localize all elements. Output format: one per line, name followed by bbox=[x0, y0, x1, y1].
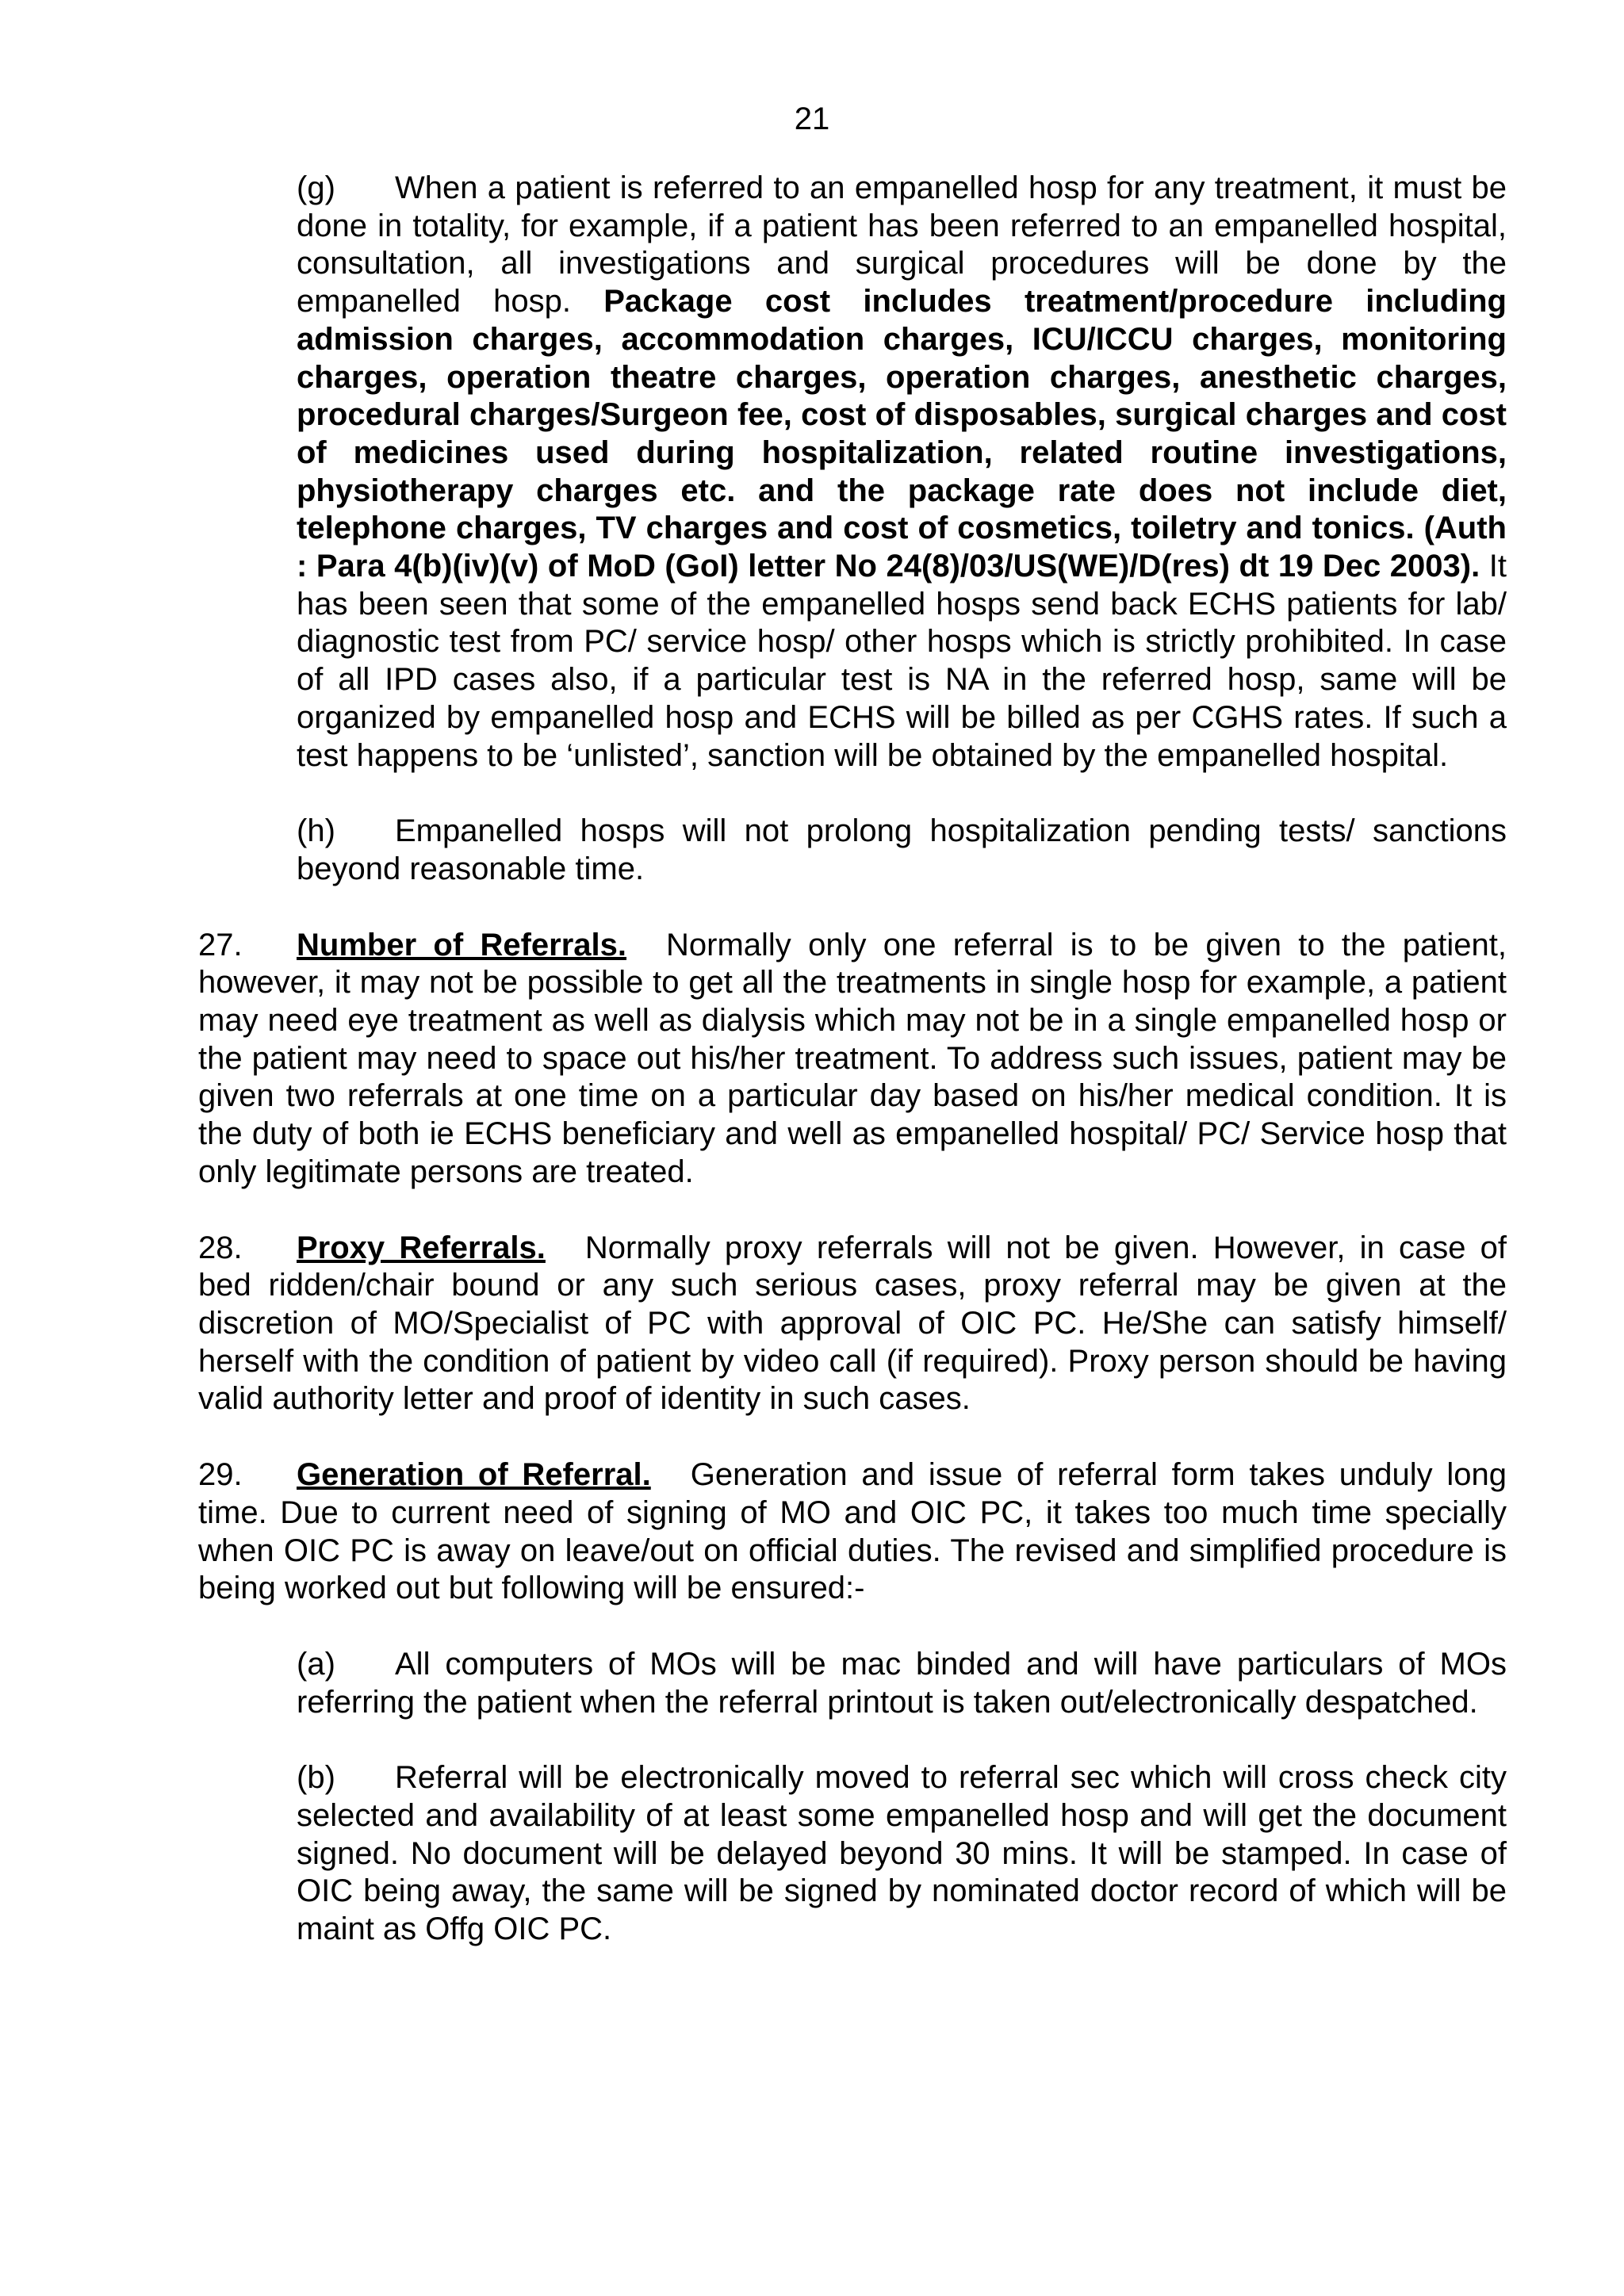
document-body bbox=[198, 170, 1507, 1949]
paragraph-27 bbox=[198, 927, 1507, 1192]
sub-para-bold-text: Package cost includes treatment/procedure including admission charges, accommodation charges, ICU/ICCU charges, monitoring charges, operation theatre charges, operation charges, anesthetic charges, procedural charges/Surgeon fee, cost of disposables, surgical charges and cost of medicines used during hospitalization, related routine investigations, physiotherapy charges etc. and the package rate does not include diet, telephone charges, TV charges and cost of cosmetics, toiletry and tonics. (Auth : Para 4(b)(iv)(v) of MoD (GoI) letter No 24(8)/03/US(WE)/D(res) dt 19 Dec 2003). bbox=[297, 284, 1507, 584]
para-number: 28. bbox=[198, 1230, 243, 1265]
paragraph-26h bbox=[297, 813, 1507, 888]
para-text: Normally proxy referrals will not be given. However, in case of bed ridden/chair bound or any such serious cases, proxy referral may be given at the discretion of MO/Specialist of PC with approval of OIC PC. He/She can satisfy himself/ herself with the condition of patient by video call (if required). Proxy person should be having valid authority letter and proof of identity in such cases. bbox=[198, 1230, 1507, 1417]
sub-para-label: (h) bbox=[297, 813, 335, 849]
para-text: Normally only one referral is to be given to the patient, however, it may not be possible to get all the treatments in single hosp for example, a patient may need eye treatment as well as dialysis which may not be in a single empanelled hosp or the patient may need to space out his/her treatment. To address such issues, patient may be given two referrals at one time on a particular day based on his/her medical condition. It is the duty of both ie ECHS beneficiary and well as empanelled hospital/ PC/ Service hosp that only legitimate persons are treated. bbox=[198, 927, 1507, 1189]
paragraph-29a bbox=[297, 1646, 1507, 1721]
para-heading: Generation of Referral. bbox=[297, 1457, 651, 1493]
para-text: Generation and issue of referral form takes unduly long time. Due to current need of signing of MO and OIC PC, it takes too much time specially when OIC PC is away on leave/out on official duties. The revised and simplified procedure is being worked out but following will be ensured:- bbox=[198, 1457, 1507, 1606]
sub-para-label: (g) bbox=[297, 170, 335, 205]
sub-para-text: All computers of MOs will be mac binded and will have particulars of MOs referring the patient when the referral printout is taken out/electronically despatched. bbox=[297, 1646, 1507, 1720]
paragraph-29b bbox=[297, 1759, 1507, 1949]
sub-para-text: When a patient is referred to an empanelled hosp for any treatment, it must be done in totality, for example, if a patient has been referred to an empanelled hospital, consultation, all investigations and surgical procedures will be done by the empanelled hosp. bbox=[297, 170, 1507, 320]
page-number: 21 bbox=[794, 101, 830, 136]
paragraph-28 bbox=[198, 1230, 1507, 1419]
para-number: 27. bbox=[198, 927, 243, 962]
sub-para-text: Referral will be electronically moved to referral sec which will cross check city selected and availability of at least some empanelled hosp and will get the document signed. No document will be delayed beyond 30 mins. It will be stamped. In case of OIC being away, the same will be signed by nominated doctor record of which will be maint as Offg OIC PC. bbox=[297, 1760, 1507, 1947]
para-number: 29. bbox=[198, 1457, 243, 1493]
paragraph-26g bbox=[297, 170, 1507, 775]
sub-para-text: Empanelled hosps will not prolong hospitalization pending tests/ sanctions beyond reasonable time. bbox=[297, 813, 1507, 886]
paragraph-29 bbox=[198, 1456, 1507, 1608]
sub-para-text-continued: It has been seen that some of the empanelled hosps send back ECHS patients for lab/ diagnostic test from PC/ service hosp/ other hosps which is strictly prohibited. In case of all IPD cases also, if a particular test is NA in the referred hosp, same will be organized by empanelled hosp and ECHS will be billed as per CGHS rates. If such a test happens to be ‘unlisted’, sanction will be obtained by the empanelled hospital. bbox=[297, 549, 1507, 773]
para-heading: Number of Referrals. bbox=[297, 927, 627, 962]
sub-para-label: (a) bbox=[297, 1646, 335, 1682]
para-heading: Proxy Referrals. bbox=[297, 1230, 546, 1265]
sub-para-label: (b) bbox=[297, 1760, 335, 1796]
